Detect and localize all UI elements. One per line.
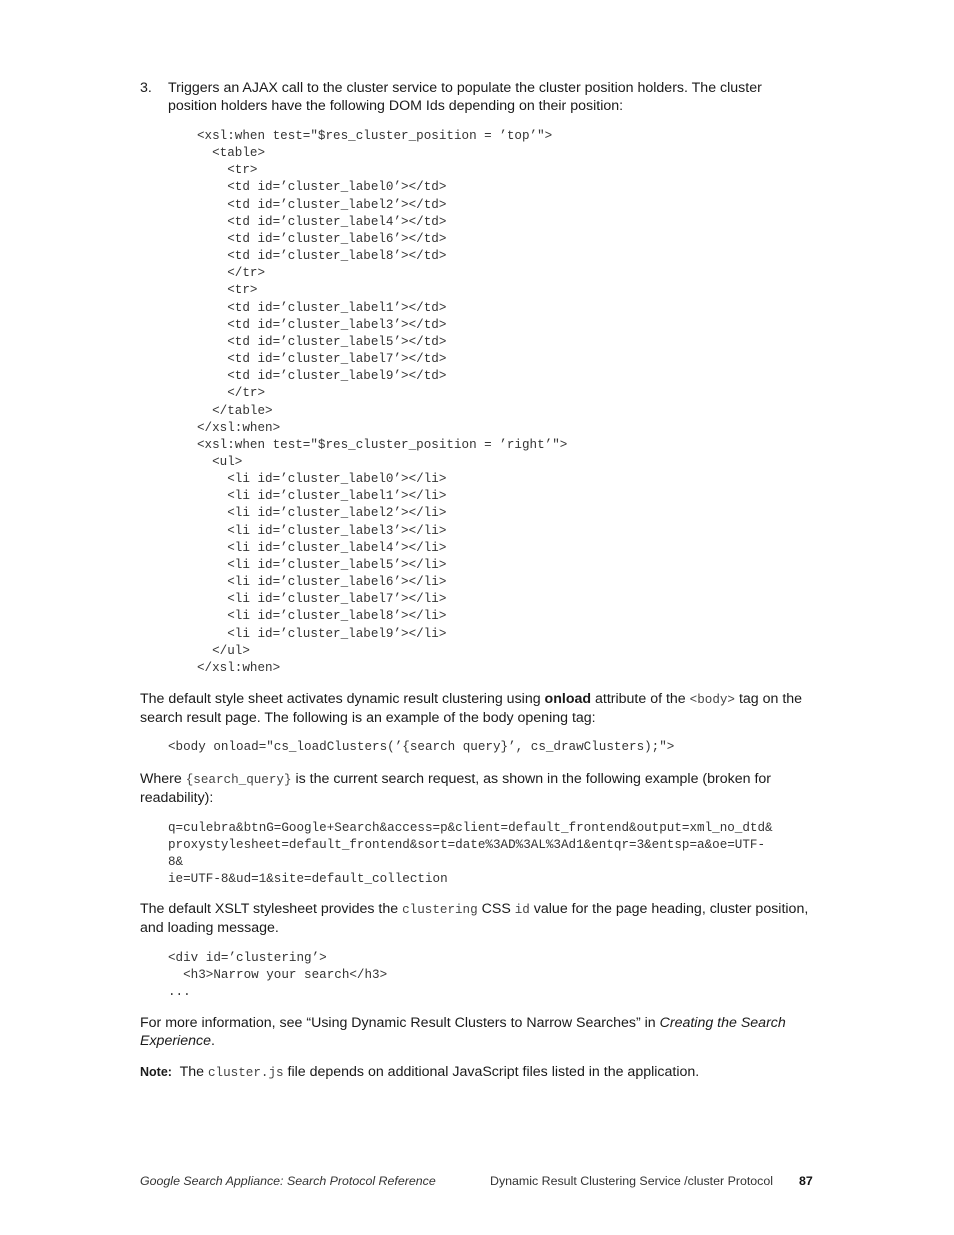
onload-keyword: onload (544, 691, 592, 707)
text: For more information, see “Using Dynamic Result Clusters to Narrow Searches” in (140, 1015, 660, 1031)
note-label: Note: (140, 1065, 172, 1079)
text: attribute of the (591, 691, 690, 707)
code-block-cluster-positions: <xsl:when test="$res_cluster_position = ’top’"> <table> <tr> <td id=’cluster_label0’></td> <td id=’cluster_label2’></td> <td id=’cluster_label4’></td> <td id=’cluster_label6’></td> <td id=’cluster_label8’></td> </tr> <tr> <td id=’cluster_label1’></td> <td id=’cluster_label3’></td> <td id=’cluster_label5’></td> <td id=’cluster_label7’></td> <td id=’cluster_label9’></td> </tr> </table> </xsl:when> <xsl:when test="$res_cluster_position = ’right’"> <ul> <li id=’cluster_label0’></li> <li id=’cluster_label1’></li> <li id=’cluster_label2’></li> <li id=’cluster_label3’></li> <li id=’cluster_label4’></li> <li id=’cluster_label5’></li> <li id=’cluster_label6’></li> <li id=’cluster_label7’></li> <li id=’cluster_label8’></li> <li id=’cluster_label9’></li> </ul> </xsl:when> (197, 129, 568, 675)
inline-code-body-tag: <body> (689, 693, 735, 707)
paragraph-onload (140, 690, 820, 727)
step-text: Triggers an AJAX call to the cluster service to populate the cluster position holders. The cluster position holders have the following DOM Ids depending on their position: (168, 80, 762, 114)
text: file depends on additional JavaScript files listed in the application. (283, 1064, 700, 1080)
step-number: 3. (140, 80, 152, 96)
inline-code-search-query: {search_query} (185, 773, 292, 787)
inline-code-clustering: clustering (402, 903, 478, 917)
paragraph-where (140, 770, 820, 807)
footer-book-title: Google Search Appliance: Search Protocol Reference (140, 1174, 436, 1188)
text: The (179, 1064, 208, 1080)
text: tag on the search result page. The following is an example of the body opening tag: (140, 691, 803, 726)
text: value for the page heading, cluster position, and loading message. (140, 901, 809, 936)
text: is the current search request, as shown in the following example (broken for readability): (140, 771, 772, 806)
inline-code-cluster-js: cluster.js (207, 1066, 284, 1080)
link-creating-search-experience: Creating the Search Experience (140, 1015, 786, 1049)
paragraph-more-info (140, 1014, 820, 1050)
text: . (210, 1033, 215, 1049)
text: CSS (477, 901, 515, 917)
text: Where (140, 771, 186, 787)
footer-chapter: Dynamic Result Clustering Service /cluster Protocol (490, 1174, 774, 1188)
footer-page-number: 87 (799, 1174, 813, 1188)
code-block-div: <div id=’clustering’> <h3>Narrow your search</h3> ... (168, 951, 388, 1000)
code-block-body-tag: <body onload="cs_loadClusters(’{search query}’, cs_drawClusters);"> (168, 740, 675, 754)
note (140, 1063, 820, 1082)
text: The default style sheet activates dynamic result clustering using (140, 691, 545, 707)
code-block-query-example: q=culebra&btnG=Google+Search&access=p&client=default_frontend&output=xml_no_dtd& proxystylesheet=default_frontend&sort=date%3AD%3AL%3Ad1&entqr=3&entsp=a&oe=UTF- 8& ie=UTF-8&ud=1&site=default_collection (168, 821, 773, 887)
text: The default XSLT stylesheet provides the (140, 901, 403, 917)
inline-code-id: id (514, 903, 530, 917)
paragraph-xslt (140, 900, 820, 937)
